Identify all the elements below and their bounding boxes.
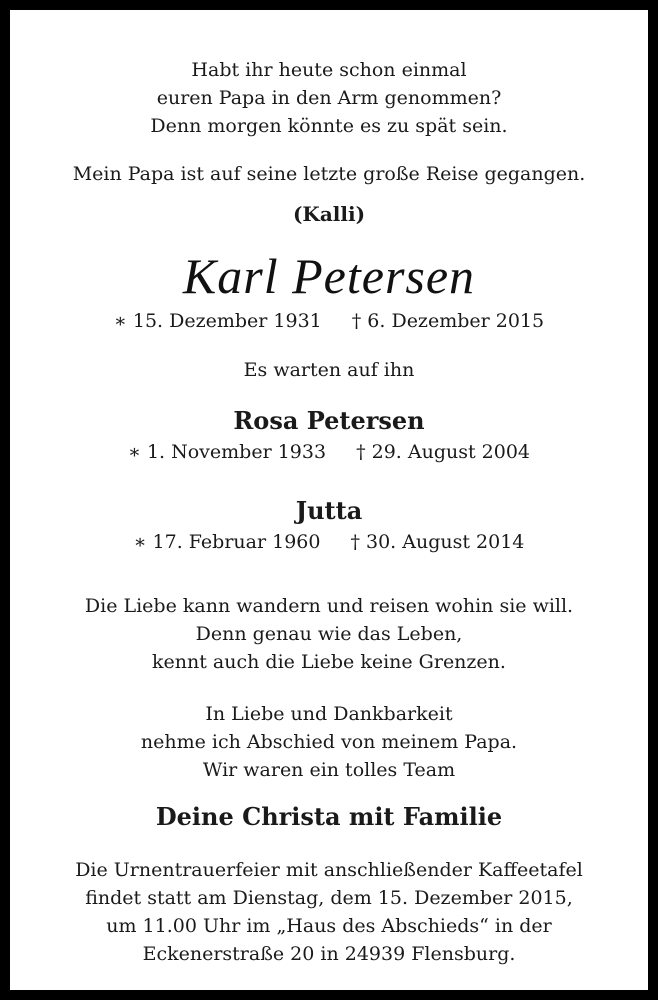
- waiting-text-line: Es warten auf ihn: [243, 359, 415, 381]
- waiting-text: [30, 356, 628, 384]
- relative-2-birth: ∗ 17. Februar 1960: [133, 531, 321, 553]
- deceased-name-text: Karl Petersen: [182, 248, 476, 304]
- deceased-name: [30, 248, 628, 304]
- deceased-birth-date: ∗ 15. Dezember 1931: [113, 310, 322, 332]
- announcement-text: Mein Papa ist auf seine letzte große Reise gegangen.: [72, 163, 586, 185]
- ceremony-info: [30, 856, 628, 968]
- signature: [30, 802, 628, 832]
- relative-1-death: † 29. August 2004: [356, 441, 530, 463]
- relative-2-death: † 30. August 2014: [350, 531, 525, 553]
- relative-1-birth: ∗ 1. November 1933: [128, 441, 327, 463]
- farewell-line: Wir waren ein tolles Team: [202, 759, 456, 781]
- love-poem-line: kennt auch die Liebe keine Grenzen.: [152, 651, 506, 673]
- relative-2-name: Jutta: [295, 496, 363, 525]
- deceased-dates: [30, 308, 628, 334]
- intro-poem-line: Denn morgen könnte es zu spät sein.: [150, 115, 508, 137]
- relative-1: [30, 406, 628, 465]
- intro-poem-line: euren Papa in den Arm genommen?: [156, 87, 502, 109]
- signature-text: Deine Christa mit Familie: [155, 802, 503, 831]
- deceased-death-date: † 6. Dezember 2015: [351, 310, 545, 332]
- intro-poem: [30, 56, 628, 140]
- announcement: [30, 160, 628, 188]
- nickname-text: (Kalli): [292, 202, 366, 226]
- love-poem-line: Die Liebe kann wandern und reisen wohin sie will.: [84, 595, 574, 617]
- farewell-line: In Liebe und Dankbarkeit: [205, 703, 453, 725]
- farewell: [30, 700, 628, 784]
- farewell-line: nehme ich Abschied von meinem Papa.: [140, 731, 518, 753]
- love-poem: [30, 592, 628, 676]
- intro-poem-line: Habt ihr heute schon einmal: [191, 59, 467, 81]
- ceremony-line: um 11.00 Uhr im „Haus des Abschieds“ in der: [106, 915, 552, 937]
- ceremony-line: findet statt am Dienstag, dem 15. Dezember 2015,: [85, 887, 573, 909]
- love-poem-line: Denn genau wie das Leben,: [195, 623, 463, 645]
- ceremony-line: Eckenerstraße 20 in 24939 Flensburg.: [142, 943, 516, 965]
- relative-1-name: Rosa Petersen: [233, 406, 425, 435]
- ceremony-line: Die Urnentrauerfeier mit anschließender Kaffeetafel: [75, 859, 583, 881]
- relative-2: [30, 496, 628, 555]
- nickname: [30, 202, 628, 226]
